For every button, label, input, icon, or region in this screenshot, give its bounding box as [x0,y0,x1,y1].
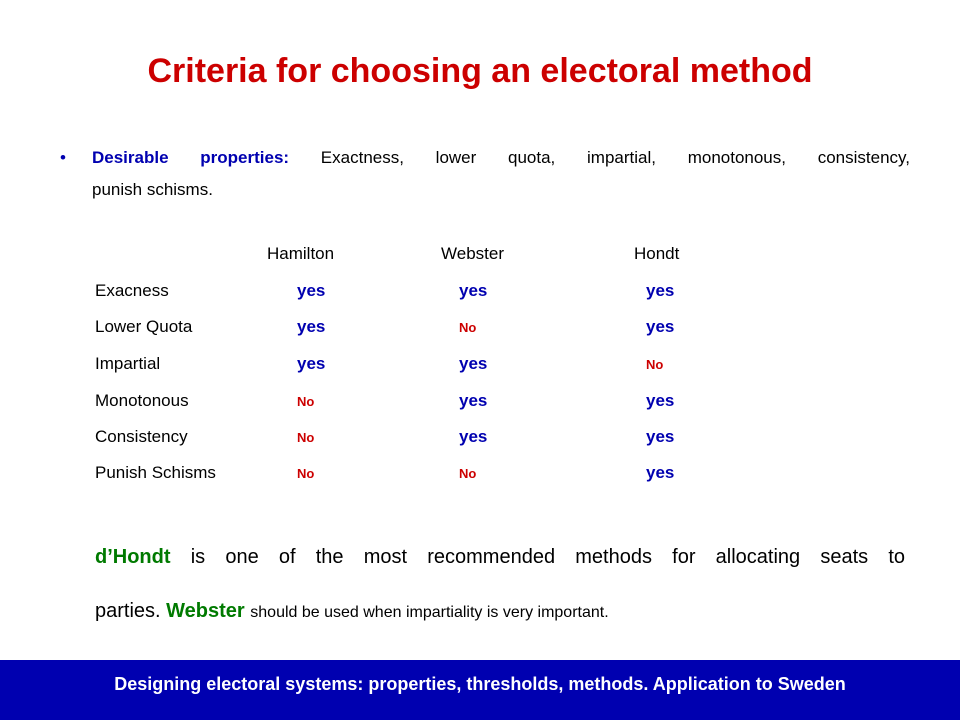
conclusion-text-3: should be used when impartiality is very important. [250,604,609,621]
cell-webster: yes [459,354,488,373]
row-label: Impartial [95,354,161,373]
conclusion-line-2 [95,600,609,622]
cell-hamilton: yes [297,281,326,300]
column-header-webster: Webster [441,244,504,263]
column-header-hamilton: Hamilton [267,244,335,263]
column-header-hondt: Hondt [634,244,680,263]
cell-hondt: yes [646,317,675,336]
bullet-text-1: Exactness, lower quota, impartial, monotonous, consistency, [320,148,910,167]
row-label: Exacness [95,281,169,300]
table-row [95,281,795,311]
footer-bar [0,660,960,720]
table-row [95,427,795,457]
bullet-icon: • [60,148,66,167]
slide-title: Criteria for choosing an electoral method [147,52,813,90]
row-label: Punish Schisms [95,463,216,482]
conclusion-text-1: is one of the most recommended methods for allocating seats to [190,546,906,568]
cell-hondt: yes [646,463,675,482]
table-row [95,391,795,421]
table-row [95,317,795,347]
cell-hondt: yes [646,391,675,410]
table-row [95,463,795,493]
cell-hondt: yes [646,281,675,300]
conclusion-line-1 [95,530,905,584]
cell-hondt: No [646,357,664,372]
cell-webster: yes [459,281,488,300]
cell-hamilton: No [297,466,315,481]
bullet-label: Desirable properties: [92,148,290,167]
bullet-text-2: punish schisms. [92,180,213,199]
cell-hamilton: No [297,430,315,445]
cell-webster: No [459,320,477,335]
cell-webster: yes [459,391,488,410]
row-label: Monotonous [95,391,189,410]
cell-hamilton: No [297,394,315,409]
cell-webster: yes [459,427,488,446]
cell-hamilton: yes [297,354,326,373]
table-row [95,354,795,384]
row-label: Consistency [95,427,188,446]
cell-hamilton: yes [297,317,326,336]
conclusion-paragraph [95,530,905,640]
cell-webster: No [459,466,477,481]
method-dhondt: d’Hondt [95,546,171,568]
method-webster: Webster [166,600,245,622]
bullet-line-1 [92,142,910,174]
conclusion-text-2: parties. [95,600,161,622]
bullet-point [60,142,910,206]
footer-text: Designing electoral systems: properties, thresholds, methods. Application to Sweden [114,674,846,694]
row-label: Lower Quota [95,317,193,336]
cell-hondt: yes [646,427,675,446]
